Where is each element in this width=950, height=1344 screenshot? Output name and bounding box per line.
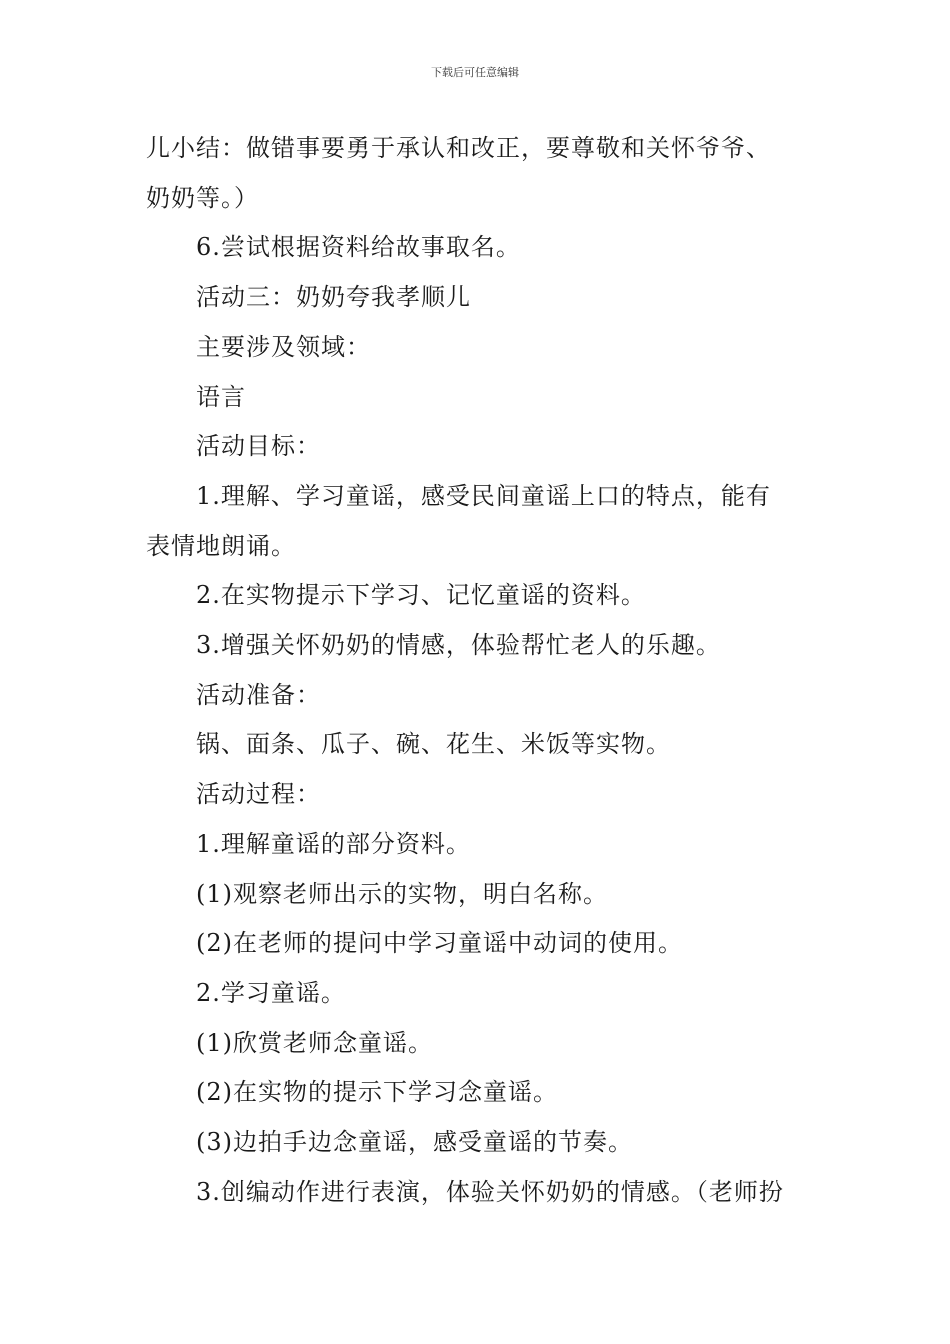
paragraph-line: 2.学习童谣。 <box>196 978 346 1007</box>
paragraph-line: 表情地朗诵。 <box>146 531 296 560</box>
paragraph-line: 活动过程： <box>196 780 321 809</box>
paragraph-line: 活动准备： <box>196 680 321 709</box>
paragraph-line: 语言 <box>196 382 246 411</box>
paragraph-line: 6.尝试根据资料给故事取名。 <box>196 233 521 262</box>
paragraph-line: 2.在实物提示下学习、记忆童谣的资料。 <box>196 581 646 610</box>
document-body <box>146 124 816 1217</box>
page-header-note: 下载后可任意编辑 <box>431 66 519 79</box>
section-heading: 活动三：奶奶夸我孝顺儿 <box>196 283 471 312</box>
paragraph-line: (2)在实物的提示下学习念童谣。 <box>196 1078 558 1107</box>
paragraph-line: (1)欣赏老师念童谣。 <box>196 1028 433 1057</box>
paragraph-line: (1)观察老师出示的实物，明白名称。 <box>196 879 608 908</box>
paragraph-line: 锅、面条、瓜子、碗、花生、米饭等实物。 <box>196 730 671 759</box>
paragraph-line: 3.创编动作进行表演，体验关怀奶奶的情感。（老师扮 <box>196 1177 784 1206</box>
paragraph-line: (2)在老师的提问中学习童谣中动词的使用。 <box>196 929 683 958</box>
paragraph-line: 1.理解童谣的部分资料。 <box>196 829 471 858</box>
paragraph-line: (3)边拍手边念童谣，感受童谣的节奏。 <box>196 1128 633 1157</box>
paragraph-line: 1.理解、学习童谣，感受民间童谣上口的特点，能有 <box>196 481 771 510</box>
paragraph-line: 主要涉及领域： <box>196 332 371 361</box>
paragraph-line: 3.增强关怀奶奶的情感，体验帮忙老人的乐趣。 <box>196 631 721 660</box>
paragraph-line: 儿小结：做错事要勇于承认和改正，要尊敬和关怀爷爷、 <box>146 134 771 162</box>
paragraph-line: 奶奶等。） <box>146 183 259 212</box>
paragraph-line: 活动目标： <box>196 432 321 461</box>
